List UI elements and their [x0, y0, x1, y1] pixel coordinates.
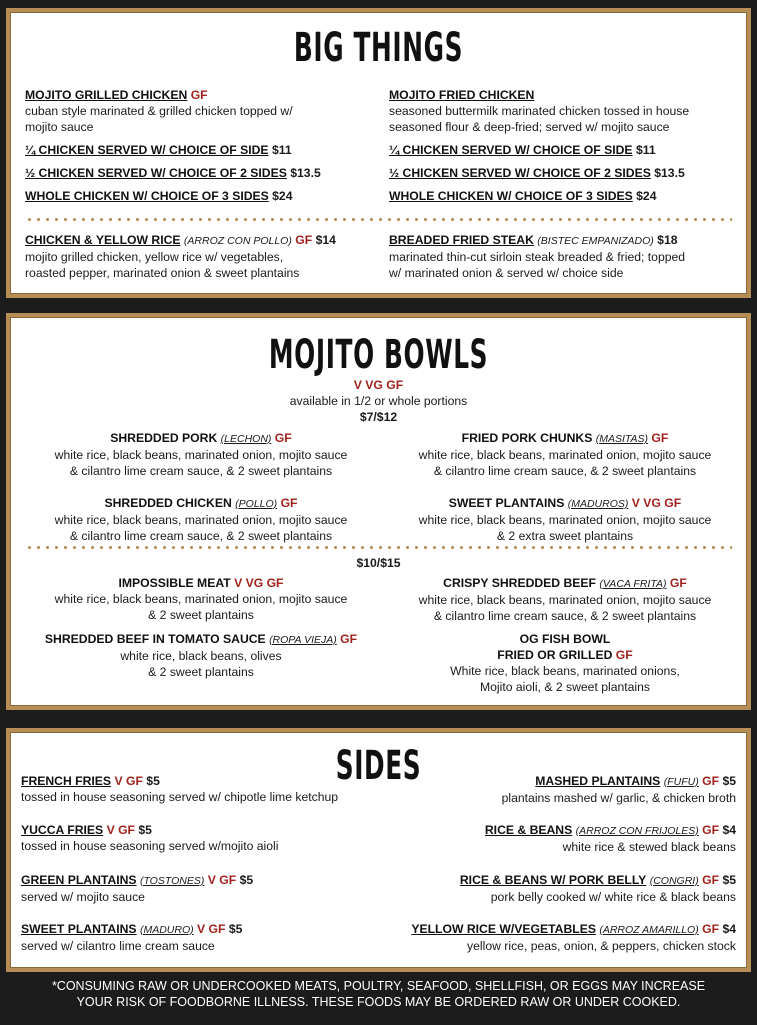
bowl-impossible [21, 575, 381, 623]
big-things-title: BIG THINGS [293, 25, 464, 71]
option-price: $24 [272, 189, 293, 203]
item-description: w/ marinated onion & served w/ choice side [389, 266, 624, 280]
diet-tag: GF [651, 431, 669, 445]
item-name: YUCCA FRIES [21, 823, 104, 837]
option-name: ¼ CHICKEN SERVED W/ CHOICE OF SIDE [25, 143, 269, 157]
bowl-vaca-frita [385, 575, 745, 624]
item-description: pork belly cooked w/ white rice & black beans [490, 890, 736, 904]
bowl-og-fish [385, 631, 745, 695]
item-spanish-name: (MASITAS) [595, 433, 649, 445]
diet-tag: V VG GF [234, 576, 284, 590]
menu-item-breaded-steak [389, 232, 744, 281]
diet-tag: V GF [197, 922, 226, 936]
item-spanish-name: (ARROZ CON FRIJOLES) [575, 825, 699, 837]
item-name: SWEET PLANTAINS [448, 496, 565, 510]
option-name: WHOLE CHICKEN W/ CHOICE OF 3 SIDES [25, 189, 269, 203]
side-maduro [21, 921, 391, 954]
item-description: white rice & stewed black beans [562, 840, 736, 854]
option-price: $24 [636, 189, 657, 203]
diet-tag: GF [702, 873, 720, 887]
item-name: GREEN PLANTAINS [21, 873, 137, 887]
diet-tag: V VG GF [353, 378, 404, 392]
item-name: FRIED PORK CHUNKS [461, 431, 593, 445]
item-price: $5 [146, 774, 160, 788]
item-spanish-name: (CONGRI) [649, 875, 699, 887]
item-spanish-name: (ROPA VIEJA) [269, 634, 337, 646]
diet-tag: GF [340, 632, 358, 646]
menu-item-mojito-grilled [25, 87, 375, 204]
item-name: RICE & BEANS [484, 823, 573, 837]
item-description: white rice, black beans, olives [120, 649, 282, 663]
option-price: $11 [271, 143, 292, 157]
item-name: MOJITO GRILLED CHICKEN [25, 88, 188, 102]
item-description: tossed in house seasoning served w/mojito aioli [21, 839, 279, 853]
bowl-masitas [385, 430, 745, 479]
item-description: white rice, black beans, marinated onion, mojito sauce [418, 448, 712, 462]
dotted-divider [25, 218, 732, 221]
item-description: tossed in house seasoning served w/ chipotle lime ketchup [21, 790, 339, 804]
item-price: $5 [722, 774, 736, 788]
disclaimer-line: *CONSUMING RAW OR UNDERCOOKED MEATS, POULTRY, SEAFOOD, SHELLFISH, OR EGGS MAY INCREASE [51, 979, 706, 993]
item-description: & cilantro lime cream sauce, & 2 sweet plantains [433, 609, 697, 623]
item-description: White rice, black beans, marinated onions, [450, 664, 680, 678]
item-name: YELLOW RICE W/VEGETABLES [411, 922, 596, 936]
diet-tag: V GF [114, 774, 143, 788]
item-description: & cilantro lime cream sauce, & 2 sweet plantains [69, 464, 333, 478]
item-description: & 2 sweet plantains [148, 608, 254, 622]
item-description: plantains mashed w/ garlic, & chicken broth [501, 791, 736, 805]
item-description: & cilantro lime cream sauce, & 2 sweet plantains [69, 529, 333, 543]
item-description: & cilantro lime cream sauce, & 2 sweet plantains [433, 464, 697, 478]
item-spanish-name: (MADURO) [139, 924, 194, 936]
bowl-lechon [21, 430, 381, 479]
diet-tag: GF [190, 88, 208, 102]
mojito-bowls-inner [10, 317, 747, 706]
option-name: ¼ CHICKEN SERVED W/ CHOICE OF SIDE [389, 143, 633, 157]
item-description: mojito grilled chicken, yellow rice w/ vegetables, [25, 250, 284, 264]
diet-tag: GF [702, 823, 720, 837]
item-name: OG FISH BOWL [519, 632, 611, 646]
item-spanish-name: (ARROZ AMARILLO) [599, 924, 699, 936]
sides-panel [6, 728, 751, 972]
food-safety-disclaimer [0, 972, 757, 1025]
bowl-price-range: $10/$15 [356, 556, 401, 570]
item-price: $18 [657, 233, 678, 247]
option-name: ½ CHICKEN SERVED W/ CHOICE OF 2 SIDES [389, 166, 651, 180]
item-name: IMPOSSIBLE MEAT [118, 576, 231, 590]
item-name: SHREDDED CHICKEN [104, 496, 232, 510]
item-description: served w/ cilantro lime cream sauce [21, 939, 215, 953]
bowl-price-range: $7/$12 [359, 410, 398, 424]
item-description: seasoned buttermilk marinated chicken tossed in house [389, 104, 690, 118]
item-name: MOJITO FRIED CHICKEN [389, 88, 535, 102]
item-price: $5 [239, 873, 254, 887]
item-description: served w/ mojito sauce [21, 890, 145, 904]
item-description: cuban style marinated & grilled chicken topped w/ [25, 104, 293, 118]
bowl-maduros [385, 495, 745, 544]
diet-tag: GF [615, 648, 633, 662]
item-name: FRENCH FRIES [21, 774, 112, 788]
diet-tag: GF [280, 496, 298, 510]
diet-tag: GF [702, 774, 720, 788]
big-things-panel [6, 8, 751, 298]
dotted-divider [25, 546, 732, 549]
item-description: white rice, black beans, marinated onion, mojito sauce [54, 448, 348, 462]
portions-note: available in 1/2 or whole portions [289, 394, 468, 408]
item-price: $5 [138, 823, 152, 837]
menu-item-chicken-yellow-rice [25, 232, 380, 281]
item-spanish-name: (MADUROS) [567, 498, 629, 510]
item-name: RICE & BEANS W/ PORK BELLY [459, 873, 647, 887]
mojito-bowls-title: MOJITO BOWLS [268, 332, 489, 378]
side-rice-beans [366, 822, 736, 855]
item-spanish-name: (ARROZ CON POLLO) [183, 235, 292, 247]
diet-tag: GF [274, 431, 292, 445]
item-price: $4 [722, 922, 736, 936]
sides-title: SIDES [335, 743, 422, 789]
item-spanish-name: (BISTEC EMPANIZADO) [537, 235, 654, 247]
side-french-fries [21, 773, 391, 805]
option-price: $11 [635, 143, 656, 157]
item-name: BREADED FRIED STEAK [389, 233, 534, 247]
diet-tag: GF [669, 576, 687, 590]
item-name: CRISPY SHREDDED BEEF [443, 576, 596, 590]
item-description: & 2 extra sweet plantains [496, 529, 634, 543]
item-description: white rice, black beans, marinated onion, mojito sauce [418, 513, 712, 527]
disclaimer-line: YOUR RISK OF FOODBORNE ILLNESS. THESE FOODS MAY BE ORDERED RAW OR UNDER COOKED. [76, 995, 681, 1009]
item-subtitle: FRIED OR GRILLED [497, 648, 613, 662]
menu-item-mojito-fried [389, 87, 739, 204]
item-description: white rice, black beans, marinated onion, mojito sauce [418, 593, 712, 607]
item-description: marinated thin-cut sirloin steak breaded & fried; topped [389, 250, 686, 264]
option-name: WHOLE CHICKEN W/ CHOICE OF 3 SIDES [389, 189, 633, 203]
item-price: $4 [722, 823, 736, 837]
side-congri [366, 872, 736, 905]
item-description: mojito sauce [25, 120, 94, 134]
big-things-inner [10, 12, 747, 294]
diet-tag: V GF [207, 873, 237, 887]
bowl-pollo [21, 495, 381, 544]
side-yucca-fries [21, 822, 391, 854]
option-price: $13.5 [654, 166, 685, 180]
item-spanish-name: (VACA FRITA) [599, 578, 667, 590]
item-name: SHREDDED BEEF IN TOMATO SAUCE [44, 632, 266, 646]
bowl-ropa-vieja [21, 631, 381, 680]
item-description: & 2 sweet plantains [148, 665, 254, 679]
item-description: roasted pepper, marinated onion & sweet plantains [25, 266, 300, 280]
item-name: MASHED PLANTAINS [535, 774, 661, 788]
diet-tag: GF [702, 922, 720, 936]
item-description: white rice, black beans, marinated onion, mojito sauce [54, 513, 348, 527]
item-name: SHREDDED PORK [110, 431, 218, 445]
mojito-bowls-panel [6, 313, 751, 710]
item-spanish-name: (FUFU) [663, 776, 699, 788]
sides-inner [10, 732, 747, 968]
side-arroz-amarillo [366, 921, 736, 954]
item-price: $5 [228, 922, 243, 936]
diet-tag: GF [295, 233, 313, 247]
item-spanish-name: (LECHON) [220, 433, 272, 445]
bowls-intro [11, 377, 746, 425]
item-name: SWEET PLANTAINS [21, 922, 137, 936]
item-spanish-name: (POLLO) [235, 498, 278, 510]
option-price: $13.5 [290, 166, 321, 180]
side-tostones [21, 872, 391, 905]
item-price: $5 [722, 873, 736, 887]
item-description: seasoned flour & deep-fried; served w/ mojito sauce [389, 120, 670, 134]
item-description: yellow rice, peas, onion, & peppers, chicken stock [467, 939, 736, 953]
item-name: CHICKEN & YELLOW RICE [25, 233, 181, 247]
item-spanish-name: (TOSTONES) [139, 875, 205, 887]
item-price: $14 [315, 233, 336, 247]
item-description: white rice, black beans, marinated onion, mojito sauce [54, 592, 348, 606]
side-fufu [366, 773, 736, 806]
option-name: ½ CHICKEN SERVED W/ CHOICE OF 2 SIDES [25, 166, 287, 180]
item-description: Mojito aioli, & 2 sweet plantains [479, 680, 651, 694]
diet-tag: V GF [106, 823, 136, 837]
diet-tag: V VG GF [631, 496, 682, 510]
